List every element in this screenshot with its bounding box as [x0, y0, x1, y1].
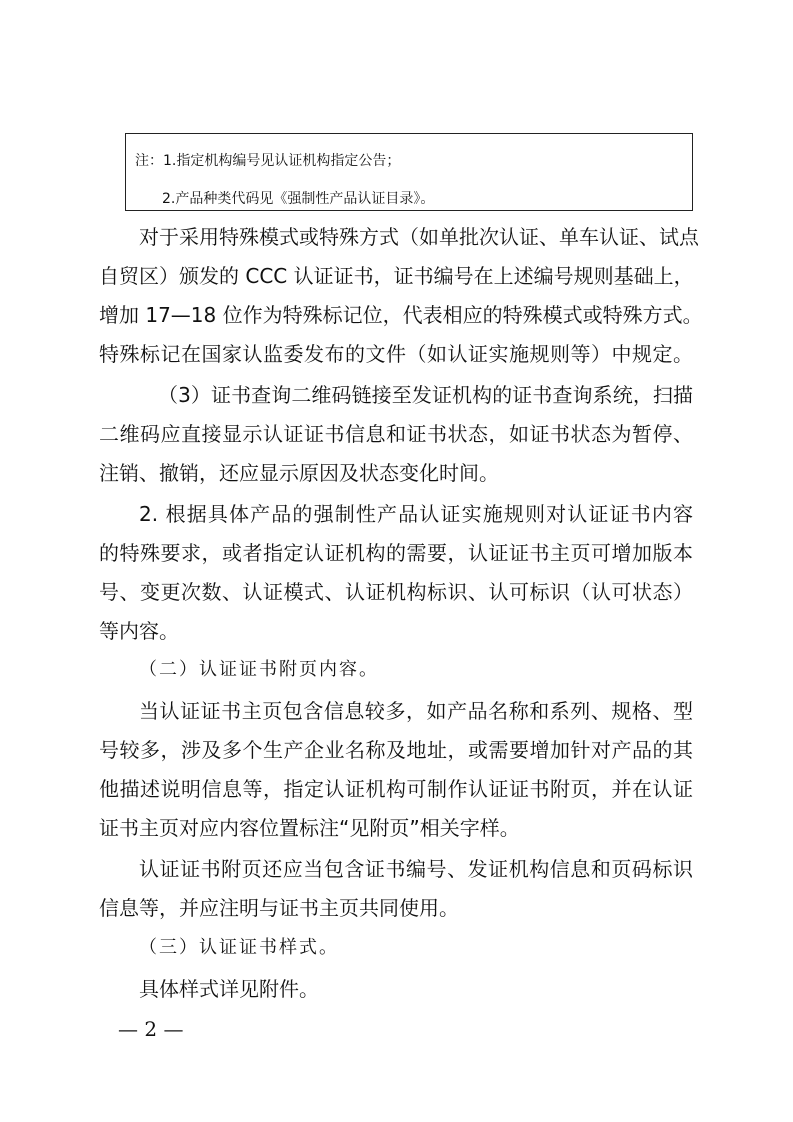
note-box	[125, 133, 693, 211]
paragraph-2-line-2: 二维码应直接显示认证证书信息和证书状态，如证书状态为暂停、	[99, 422, 693, 446]
paragraph-1-line-2: 自贸区）颁发的 CCC 认证证书，证书编号在上述编号规则基础上，	[99, 264, 694, 288]
paragraph-4-line-1: 当认证证书主页包含信息较多，如产品名称和系列、规格、型	[139, 699, 693, 723]
paragraph-3-line-4: 等内容。	[99, 619, 179, 643]
paragraph-2-line-1: （3）证书查询二维码链接至发证机构的证书查询系统，扫描	[158, 383, 693, 407]
paragraph-3-line-3: 号、变更次数、认证模式、认证机构标识、认可标识（认可状态）	[99, 580, 693, 604]
paragraph-3-line-1: 2. 根据具体产品的强制性产品认证实施规则对认证证书内容	[139, 502, 693, 526]
paragraph-1-line-4: 特殊标记在国家认监委发布的文件（如认证实施规则等）中规定。	[99, 342, 693, 366]
paragraph-1-line-3: 增加 17—18 位作为特殊标记位，代表相应的特殊模式或特殊方式。	[99, 303, 703, 327]
paragraph-5-line-1: 认证证书附页还应当包含证书编号、发证机构信息和页码标识	[139, 857, 693, 881]
paragraph-6-line-1: 具体样式详见附件。	[139, 977, 319, 1001]
page-number: — 2 —	[118, 1017, 184, 1041]
section-heading-3: （三）认证证书样式。	[139, 937, 339, 958]
section-heading-2: （二）认证证书附页内容。	[139, 659, 379, 680]
paragraph-1-line-1: 对于采用特殊模式或特殊方式（如单批次认证、单车认证、试点	[139, 225, 699, 249]
paragraph-3-line-2: 的特殊要求，或者指定认证机构的需要，认证证书主页可增加版本	[99, 541, 693, 565]
note-line-2: 2.产品种类代码见《强制性产品认证目录》。	[162, 191, 435, 207]
paragraph-4-line-3: 他描述说明信息等，指定认证机构可制作认证证书附页，并在认证	[99, 777, 693, 801]
paragraph-5-line-2: 信息等，并应注明与证书主页共同使用。	[99, 896, 459, 920]
note-line-1: 注：1.指定机构编号见认证机构指定公告；	[135, 153, 401, 169]
paragraph-4-line-4: 证书主页对应内容位置标注“见附页”相关字样。	[99, 816, 520, 840]
paragraph-4-line-2: 号较多，涉及多个生产企业名称及地址，或需要增加针对产品的其	[99, 738, 693, 762]
paragraph-2-line-3: 注销、撤销，还应显示原因及状态变化时间。	[99, 461, 499, 485]
